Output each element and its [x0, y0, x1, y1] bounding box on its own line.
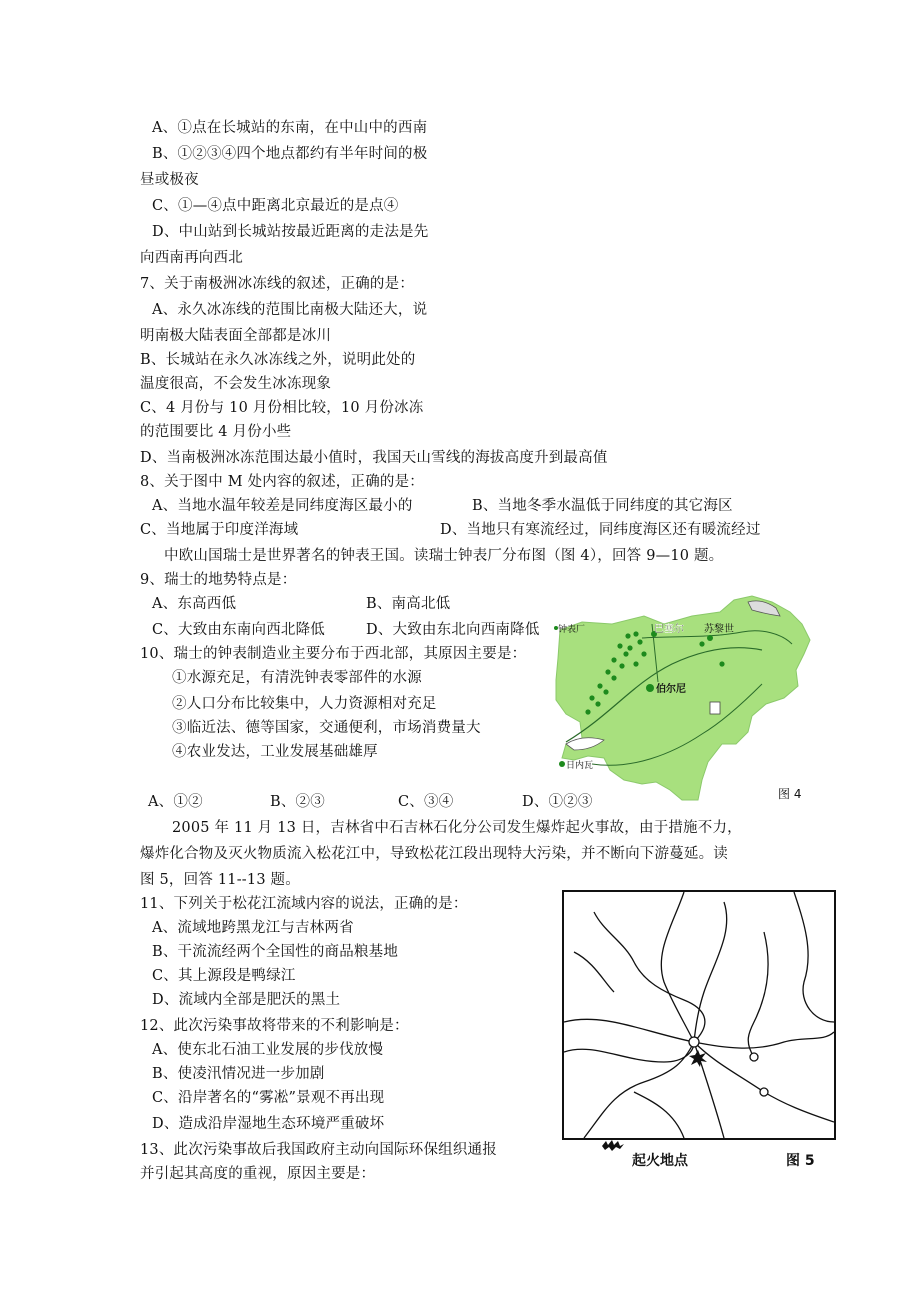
- watch-factory-dot: [611, 657, 616, 662]
- text-line: D、当南极洲冰冻范围达最小值时，我国天山雪线的海拔高度升到最高值: [140, 450, 608, 466]
- text-line: C、当地属于印度洋海域: [140, 522, 299, 538]
- text-line: 12、此次污染事故将带来的不利影响是：: [140, 1018, 409, 1034]
- watch-factory-dot: [585, 709, 590, 714]
- text-line: B、干流流经两个全国性的商品粮基地: [152, 944, 399, 960]
- text-line: 向西南再向西北: [140, 250, 243, 266]
- zurich-label: 苏黎世: [704, 624, 734, 635]
- text-line: D、造成沿岸湿地生态环境严重破坏: [152, 1116, 385, 1132]
- text-line: 7、关于南极洲冰冻线的叙述，正确的是：: [140, 276, 415, 292]
- watch-factory-dot: [625, 633, 630, 638]
- text-line: 图 5，回答 11--13 题。: [140, 872, 300, 888]
- fire-legend-icon: [600, 1140, 626, 1152]
- text-line: 温度很高，不会发生冰冻现象: [140, 376, 332, 392]
- text-line: 爆炸化合物及灭火物质流入松花江中，导致松花江段出现特大污染，并不断向下游蔓延。读: [140, 846, 728, 862]
- watch-factory-dot: [699, 641, 704, 646]
- text-line: B、使凌汛情况进一步加剧: [152, 1066, 325, 1082]
- text-line: C、大致由东南向西北降低: [152, 622, 325, 638]
- text-line: B、①②③④四个地点都约有半年时间的极: [152, 146, 428, 162]
- text-line: D、当地只有寒流经过，同纬度海区还有暖流经过: [440, 522, 761, 538]
- text-line: 2005 年 11 月 13 日，吉林省中石吉林石化分公司发生爆炸起火事故，由于措施不力，: [172, 820, 742, 836]
- figure-4-caption: 图 4: [778, 787, 802, 801]
- text-line: 10、瑞士的钟表制造业主要分布于西北部，其原因主要是：: [140, 646, 527, 662]
- watch-factory-dot: [617, 643, 622, 648]
- legend-label: 钟表厂: [558, 625, 586, 635]
- geneva-label: 日内瓦: [566, 761, 594, 771]
- river-network: [564, 892, 834, 1138]
- text-line: 8、关于图中 M 处内容的叙述，正确的是：: [140, 474, 424, 490]
- watch-factory-dot: [595, 701, 600, 706]
- switzerland-map-svg: [552, 594, 814, 802]
- text-line: 11、下列关于松花江流域内容的说法，正确的是：: [140, 896, 468, 912]
- text-line: B、长城站在永久冰冻线之外，说明此处的: [140, 352, 416, 368]
- text-line: C、①—④点中距离北京最近的是点④: [152, 198, 399, 214]
- building-icon: [710, 702, 720, 714]
- text-line: C、沿岸著名的“雾凇”景观不再出现: [152, 1090, 385, 1106]
- text-line: A、①点在长城站的东南，在中山中的西南: [152, 120, 428, 136]
- figure-4-switzerland-map: [552, 594, 814, 802]
- text-line: ②人口分布比较集中，人力资源相对充足: [172, 696, 437, 712]
- watch-factory-dot: [605, 669, 610, 674]
- watch-factory-dot: [633, 631, 638, 636]
- text-line: D、中山站到长城站按最近距离的走法是先: [152, 224, 429, 240]
- watch-factory-dot: [589, 695, 594, 700]
- text-line: 13、此次污染事故后我国政府主动向国际环保组织通报: [140, 1142, 497, 1158]
- watch-factory-dot: [637, 639, 642, 644]
- text-line: B、②③: [270, 794, 325, 810]
- text-line: 明南极大陆表面全部都是冰川: [140, 328, 332, 344]
- text-line: ①水源充足，有清洗钟表零部件的水源: [172, 670, 422, 686]
- text-line: 中欧山国瑞士是世界著名的钟表王国。读瑞士钟表厂分布图（图 4），回答 9—10 题。: [164, 548, 724, 564]
- text-line: 的范围要比 4 月份小些: [140, 424, 292, 440]
- text-line: A、当地水温年较差是同纬度海区最小的: [152, 498, 413, 514]
- bern-label: 伯尔尼: [656, 684, 686, 695]
- text-line: A、流域地跨黑龙江与吉林两省: [152, 920, 354, 936]
- figure-5-river-map: [562, 890, 836, 1140]
- watch-factory-dot: [719, 661, 724, 666]
- text-line: A、①②: [148, 794, 203, 810]
- text-line: B、南高北低: [366, 596, 451, 612]
- watch-factory-dot: [619, 663, 624, 668]
- watch-factory-dot: [627, 645, 632, 650]
- watch-factory-dot: [633, 661, 638, 666]
- text-line: A、东高西低: [152, 596, 237, 612]
- text-line: D、①②③: [522, 794, 593, 810]
- text-line: ③临近法、德等国家，交通便利，市场消费量大: [172, 720, 481, 736]
- city-marker: [689, 1037, 699, 1047]
- bern-marker: [646, 684, 654, 692]
- text-line: D、流域内全部是肥沃的黑土: [152, 992, 341, 1008]
- city-marker-3: [760, 1088, 768, 1096]
- geneva-marker: [559, 761, 565, 767]
- text-line: A、永久冰冻线的范围比南极大陆还大，说: [152, 302, 428, 318]
- watch-factory-dot: [597, 683, 602, 688]
- text-line: ④农业发达，工业发展基础雄厚: [172, 744, 378, 760]
- text-line: 9、瑞士的地势特点是：: [140, 572, 297, 588]
- watch-factory-dot: [641, 651, 646, 656]
- watch-factory-dot: [623, 651, 628, 656]
- text-line: C、其上源段是鸭绿江: [152, 968, 296, 984]
- text-line: B、当地冬季水温低于同纬度的其它海区: [472, 498, 733, 514]
- city-marker-2: [750, 1053, 758, 1061]
- text-line: 并引起其高度的重视，原因主要是：: [140, 1166, 376, 1182]
- text-line: C、③④: [398, 794, 454, 810]
- fire-location-icon: [689, 1050, 707, 1067]
- watch-factory-dot: [603, 689, 608, 694]
- zurich-marker: [707, 635, 713, 641]
- legend-dot: [554, 626, 558, 630]
- watch-factory-dot: [611, 675, 616, 680]
- basel-label: 巴塞尔: [654, 624, 684, 635]
- text-line: A、使东北石油工业发展的步伐放慢: [152, 1042, 384, 1058]
- text-line: 昼或极夜: [140, 172, 199, 188]
- text-line: D、大致由东北向西南降低: [366, 622, 540, 638]
- figure-5-caption: 图 5: [786, 1153, 815, 1169]
- fire-legend-label: 起火地点: [632, 1153, 688, 1169]
- text-line: C、4 月份与 10 月份相比较，10 月份冰冻: [140, 400, 424, 416]
- river-map-svg: [564, 892, 834, 1138]
